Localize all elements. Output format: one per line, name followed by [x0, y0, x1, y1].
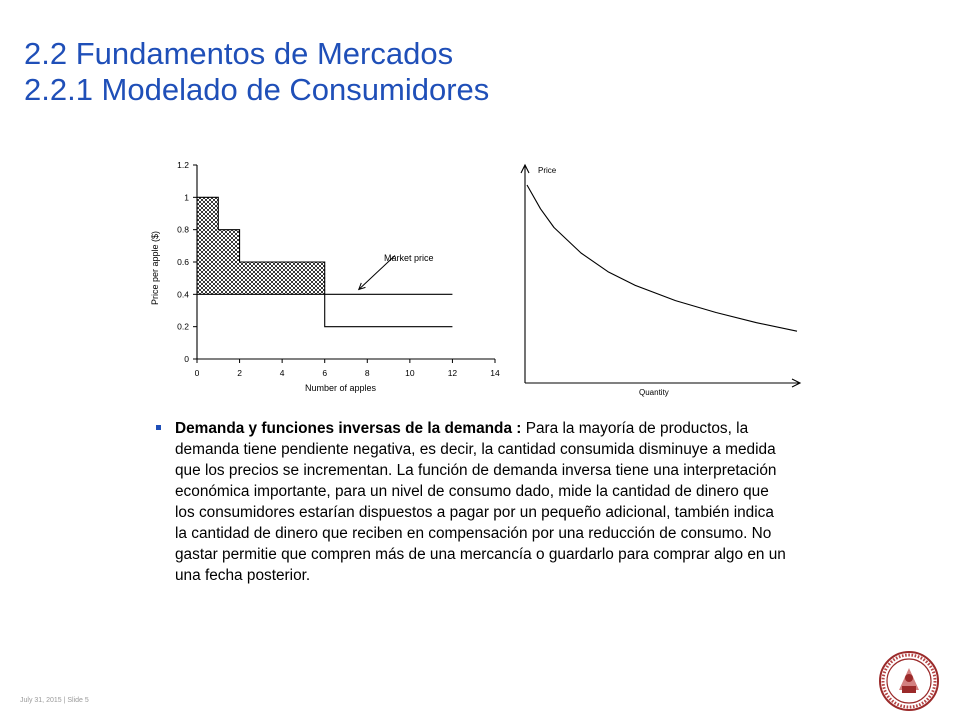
bullet-lead: Demanda y funciones inversas de la demanda :: [175, 420, 522, 437]
bullet-paragraph: [156, 418, 786, 586]
y-tick-label-6: 1.2: [177, 160, 189, 170]
y-tick-label-5: 1: [184, 192, 189, 203]
x-tick-label-3: 6: [322, 368, 328, 378]
chart1-ylabel: Price per apple ($): [150, 230, 160, 305]
x-tick-label-4: 8: [364, 368, 370, 378]
y-tick-label-0: 0: [184, 354, 189, 364]
title-line-1: 2.2 Fundamentos de Mercados: [24, 36, 454, 71]
bullet-body: Para la mayoría de productos, la demanda tiene pendiente negativa, es decir, la cantidad consumida disminuye a medida que los precios se incrementan. La función de demanda inversa tiene una interpretación económica importante, para un nivel de consumo dado, mide la cantidad de dinero que los consumidores estarían dispuestos a pagar por un pequeño adicional, también indica la cantidad de dinero que reciben en compensación por una reducción de consumo. No gastar permitie que compren más de una mercancía o guardarlo para comprar algo en un una fecha posterior.: [175, 420, 786, 584]
chart2-ylabel: Price: [538, 166, 557, 175]
y-tick-label-1: 0.2: [177, 321, 189, 332]
title-line-2: 2.2.1 Modelado de Consumidores: [24, 72, 490, 107]
bullet-square-icon: [156, 425, 161, 430]
y-tick-label-2: 0.4: [177, 289, 189, 300]
chart1-xlabel: Number of apples: [305, 383, 377, 393]
slide-title: [24, 36, 489, 108]
x-tick-label-1: 2: [237, 368, 242, 378]
x-tick-label-0: 0: [194, 368, 200, 378]
inverse-demand-curve: [527, 185, 797, 331]
x-tick-label-5: 10: [405, 368, 415, 378]
inverse-demand-chart: [515, 155, 815, 400]
university-seal-logo: [878, 650, 940, 712]
y-tick-label-3: 0.6: [177, 257, 189, 267]
surplus-block-0: [197, 197, 218, 294]
x-tick-label-6: 12: [447, 368, 458, 378]
surplus-block-1: [218, 230, 239, 295]
surplus-block-2: [240, 262, 325, 294]
apple-demand-chart: [145, 155, 500, 395]
x-tick-label-7: 14: [490, 368, 500, 378]
y-tick-label-4: 0.8: [177, 224, 189, 235]
slide-footer: July 31, 2015 | Slide 5: [20, 697, 89, 704]
x-tick-label-2: 4: [279, 368, 285, 378]
bullet-text: [175, 418, 786, 586]
chart2-xlabel: Quantity: [639, 388, 669, 397]
chart1-annotation: Market price: [384, 253, 434, 263]
